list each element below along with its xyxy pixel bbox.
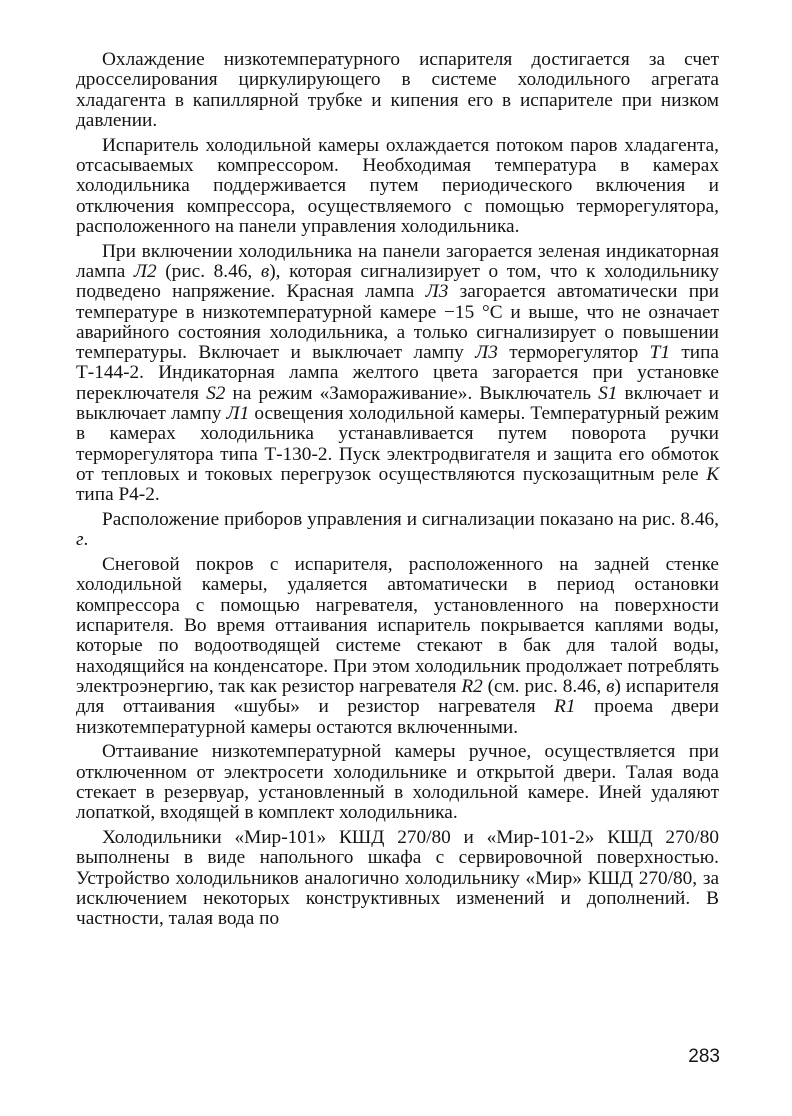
paragraph-5: Снеговой покров с испарителя, расположенного на задней стенке холодильной камеры, удаляется автоматически в период остановки компрессора с помощью нагревателя, установленного на поверхности испарителя. Во время оттаивания испаритель покрывается каплями воды, которые по водоотводящей системе стекают в бак для талой воды, находящийся на конденсаторе. При этом холодильник продолжает потреблять электроэнергию, так как резистор нагревателя R2 (см. рис. 8.46, в) испарителя для оттаивания «шубы» и резистор нагревателя R1 проема двери низкотемпературной камеры остаются включенными.: [76, 554, 719, 738]
paragraph-3: При включении холодильника на панели загорается зеленая индикаторная лампа Л2 (рис. 8.46, в), которая сигнализирует о том, что к холодильнику подведено напряжение. Красная лампа Л3 загорается автоматически при температуре в низкотемпературной камере −15 °С и выше, что не означает аварийного состояния холодильника, а только сигнализирует о повышении температуры. Включает и выключает лампу Л3 терморегулятор Т1 типа Т-144-2. Индикаторная лампа желтого цвета загорается при установке переключателя S2 на режим «Замораживание». Выключатель S1 включает и выключает лампу Л1 освещения холодильной камеры. Температурный режим в камерах холодильника устанавливается путем поворота ручки терморегулятора типа Т-130-2. Пуск электродвигателя и защита его обмоток от тепловых и токовых перегрузок осуществляются пускозащитным реле К типа Р4-2.: [76, 240, 720, 506]
page-number: 283: [688, 1046, 720, 1067]
paragraph-2: Испаритель холодильной камеры охлаждается потоком паров хладагента, отсасываемых компрессором. Необходимая температура в камерах холодильника поддерживается путем периодического включения и отключения компрессора, осуществляемого с помощью терморегулятора, расположенного на панели управления холодильника.: [76, 134, 719, 237]
paragraph-4: Расположение приборов управления и сигнализации показано на рис. 8.46, г.: [76, 509, 719, 551]
paragraph-7: Холодильники «Мир-101» КШД 270/80 и «Мир-101-2» КШД 270/80 выполнены в виде напольного шкафа с сервировочной поверхностью. Устройство холодильников аналогично холодильнику «Мир» КШД 270/80, за исключением некоторых конструктивных изменений и дополнений. В частности, талая вода по: [76, 826, 719, 930]
paragraph-6: Оттаивание низкотемпературной камеры ручное, осуществляется при отключенном от электросети холодильнике и открытой двери. Талая вода стекает в резервуар, установленный в холодильной камере. Иней удаляют лопаткой, входящей в комплект холодильника.: [76, 741, 719, 824]
paragraph-1: Охлаждение низкотемпературного испарителя достигается за счет дросселирования циркулирующего в системе холодильного агрегата хладагента в капиллярной трубке и кипения его в испарителе при низком давлении.: [76, 49, 719, 131]
page-body: [76, 50, 719, 934]
